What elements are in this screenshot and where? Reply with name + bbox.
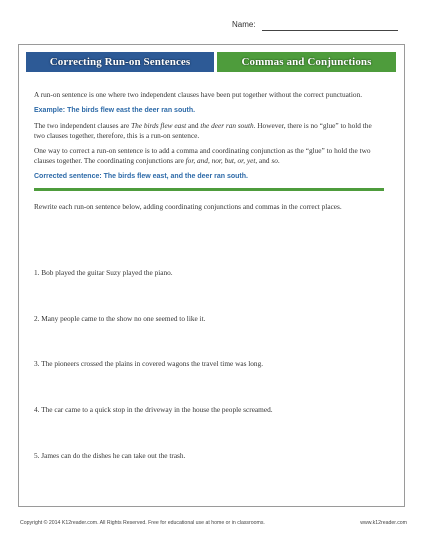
clauses-and: and [186, 121, 201, 131]
banner-title-left: Correcting Run-on Sentences [49, 56, 191, 68]
conjunction-so: so [271, 155, 278, 165]
definition-paragraph: A run-on sentence is one where two independent clauses have been put together without the correct punctuation. [34, 90, 363, 99]
clauses-suffix: . However, there is no “glue” to hold the two clauses together, therefore, this is a run-on sentence. [34, 121, 372, 140]
banner-left-panel [26, 52, 214, 72]
title-banner [26, 52, 396, 72]
corrected-sentence: Corrected sentence: The birds flew east, and the deer ran south. [34, 172, 248, 180]
example-sentence: Example: The birds flew east the deer ran south. [34, 106, 196, 114]
question-2: 2. Many people came to the show no one seemed to like it. [34, 314, 206, 323]
section-divider [34, 188, 384, 191]
footer-url-link[interactable]: www.k12reader.com [360, 520, 407, 526]
correction-end: . [277, 155, 280, 165]
clause-two: the deer ran south [200, 121, 254, 131]
correction-paragraph [34, 146, 384, 165]
correction-and: and [257, 155, 272, 165]
question-3: 3. The pioneers crossed the plains in covered wagons the travel time was long. [34, 359, 264, 368]
clauses-prefix: The two independent clauses are [34, 121, 132, 131]
question-1: 1. Bob played the guitar Suzy played the piano. [34, 268, 173, 277]
question-5: 5. James can do the dishes he can take out the trash. [34, 451, 186, 460]
question-4: 4. The car came to a quick stop in the driveway in the house the people screamed. [34, 405, 273, 414]
correction-prefix: One way to correct a run-on sentence is to add a comma and coordinating conjunction as the “glue” to hold the two clauses together. The coordinating conjunctions are [34, 146, 371, 165]
instructions: Rewrite each run-on sentence below, adding coordinating conjunctions and commas in the correct places. [34, 202, 342, 212]
intro-content [34, 90, 384, 218]
name-label: Name: [232, 20, 256, 29]
banner-title-right: Commas and Conjunctions [241, 56, 372, 68]
conjunctions-list: for, and, nor, but, or, yet, [185, 155, 258, 165]
clauses-paragraph [34, 121, 384, 140]
banner-right-panel [217, 52, 396, 72]
clause-one: The birds flew east [131, 121, 187, 131]
name-field-line[interactable] [262, 30, 398, 31]
footer-copyright: Copyright © 2014 K12reader.com. All Rights Reserved. Free for educational use at home or in classrooms. [20, 520, 265, 526]
